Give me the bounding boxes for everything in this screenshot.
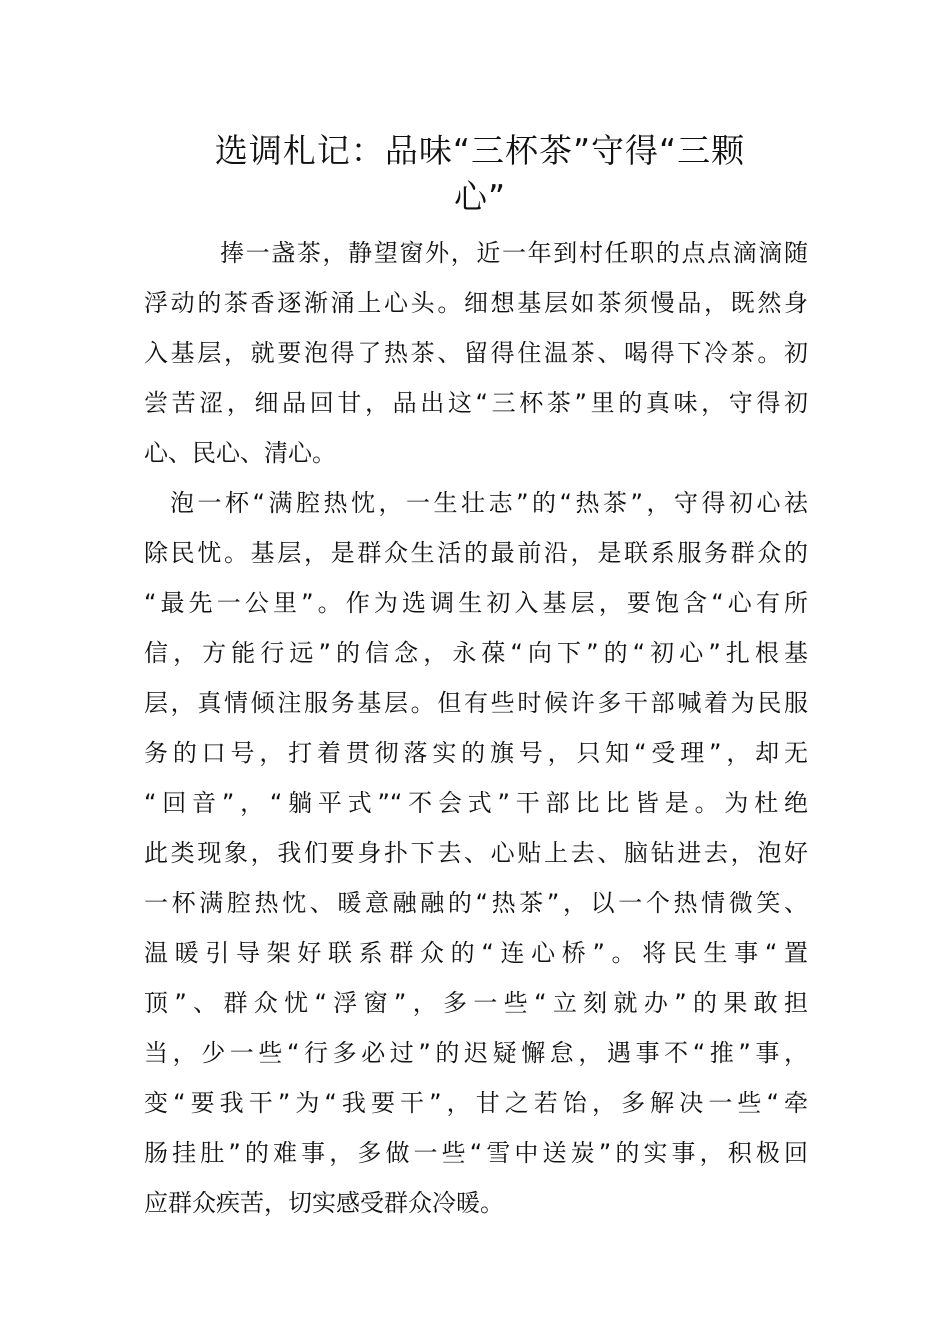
text-line: 肠挂肚”的难事，多做一些“雪中送炭”的实事，积极回 [144,1139,808,1167]
text-line: 温暖引导架好联系群众的“连心桥”。将民生事“置 [144,939,808,967]
text-line: “回音”，“躺平式”“不会式”干部比比皆是。为杜绝 [144,789,808,817]
text-line: 此类现象，我们要身扑下去、心贴上去、脑钻进去，泡好 [144,839,808,867]
text-line: 应群众疾苦，切实感受群众冷暖。 [144,1189,504,1217]
text-line: 变“要我干”为“我要干”，甘之若饴，多解决一些“牵 [144,1089,808,1117]
text-line: 心、民心、清心。 [144,439,336,467]
text-line: 当，少一些“行多必过”的迟疑懈怠，遇事不“推”事， [144,1039,808,1067]
text-line: 一杯满腔热忱、暖意融融的“热茶”，以一个热情微笑、 [144,889,808,917]
document-body [144,228,808,1228]
paragraph-1 [144,228,808,478]
text-line: 顶”、群众忧“浮窗”，多一些“立刻就办”的果敢担 [144,989,808,1017]
text-line: 信，方能行远”的信念，永葆“向下”的“初心”扎根基 [144,639,808,667]
text-line: 层，真情倾注服务基层。但有些时候许多干部喊着为民服 [144,689,808,717]
text-line: 泡一杯“满腔热忱，一生壮志”的“热茶”，守得初心祛 [170,489,808,517]
title-line: 心” [453,177,507,216]
text-line: 捧一盏茶，静望窗外，近一年到村任职的点点滴滴随 [220,239,808,267]
text-line: 务的口号，打着贯彻落实的旗号，只知“受理”，却无 [144,739,808,767]
document-title [170,128,790,220]
title-line: 选调札记：品味“三杯茶”守得“三颗 [214,131,746,170]
text-line: 入基层，就要泡得了热茶、留得住温茶、喝得下冷茶。初 [144,339,808,367]
paragraph-2 [144,478,808,1228]
text-line: “最先一公里”。作为选调生初入基层，要饱含“心有所 [144,589,808,617]
text-line: 尝苦涩，细品回甘，品出这“三杯茶”里的真味，守得初 [144,389,808,417]
text-line: 浮动的茶香逐渐涌上心头。细想基层如茶须慢品，既然身 [144,289,808,317]
text-line: 除民忧。基层，是群众生活的最前沿，是联系服务群众的 [144,539,808,567]
